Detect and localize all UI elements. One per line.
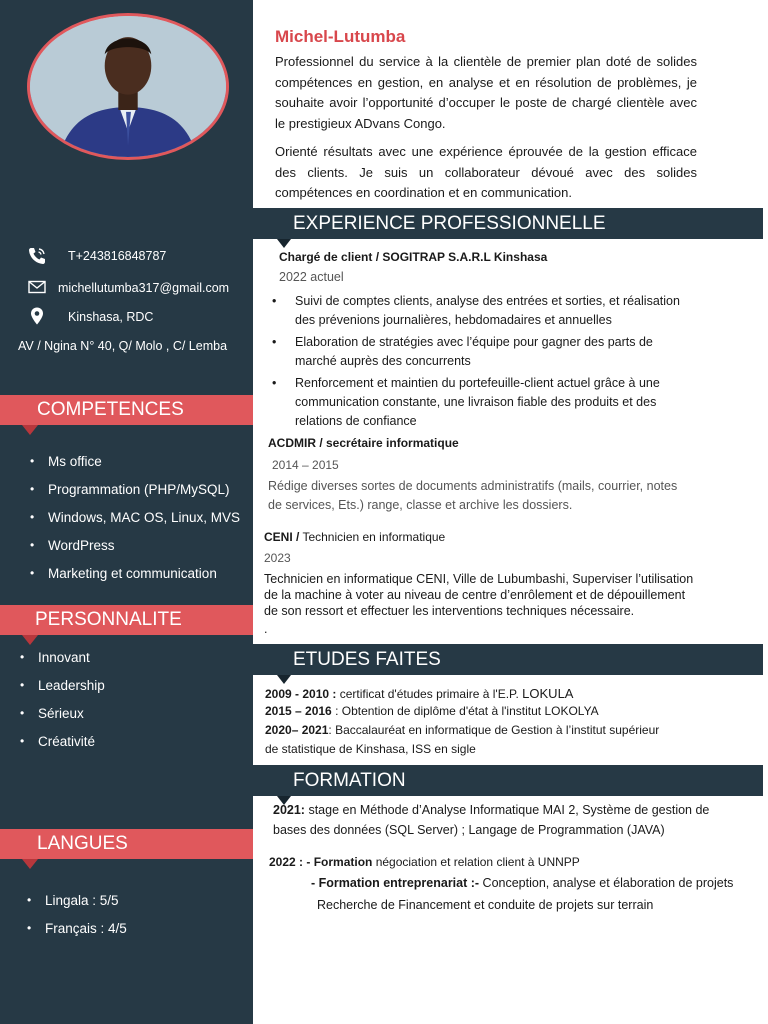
- job-description: de services, Ets.) range, classe et archive les dossiers.: [268, 498, 573, 512]
- email-address[interactable]: michellutumba317@gmail.com: [58, 281, 230, 295]
- profile-photo: [27, 13, 229, 160]
- langues-title: LANGUES: [37, 833, 128, 854]
- formation-item: - Formation entreprenariat :- Conception, analyse et élaboration de projets: [311, 876, 734, 890]
- etudes-title: ETUDES FAITES: [293, 649, 441, 670]
- list-item: • Windows, MAC OS, Linux, MVS: [48, 510, 301, 538]
- list-item: • Innovant: [38, 650, 291, 678]
- etudes-item: 2015 – 2016 : Obtention de diplôme d'état à l'institut LOKOLYA: [265, 704, 599, 718]
- competences-list: [0, 454, 253, 594]
- job-period: 2023: [264, 551, 291, 565]
- location-text: Kinshasa, RDC: [68, 310, 154, 324]
- formation-item: 2022 : - Formation négociation et relation client à UNNPP: [269, 855, 580, 869]
- mail-icon: [27, 277, 47, 297]
- list-item: • Leadership: [38, 678, 291, 706]
- job-description: Rédige diverses sortes de documents administratifs (mails, courrier, notes: [268, 479, 678, 493]
- personnalite-title: PERSONNALITE: [35, 609, 182, 630]
- phone-icon: [27, 246, 47, 266]
- experience-banner: [253, 208, 763, 239]
- job-period: 2014 – 2015: [272, 458, 339, 472]
- competences-banner: [0, 395, 253, 425]
- trailing-dot: .: [264, 622, 268, 636]
- etudes-item-continued: de statistique de Kinshasa, ISS en sigle: [265, 742, 476, 756]
- phone-number[interactable]: T+243816848787: [68, 249, 167, 263]
- address-text: AV / Ngina N° 40, Q/ Molo , C/ Lemba: [18, 339, 228, 353]
- list-item: • Marketing et communication: [48, 566, 301, 594]
- job-title: CENI / Technicien en informatique: [264, 530, 446, 544]
- job-description: de son ressort et effectuer les interventions techniques nécessaire.: [264, 604, 635, 618]
- langues-list: [0, 893, 253, 949]
- langues-banner: [0, 829, 253, 859]
- list-item: • Français : 4/5: [45, 921, 298, 949]
- formation-item: 2021: stage en Méthode d’Analyse Informatique MAI 2, Système de gestion de: [273, 803, 710, 817]
- etudes-item: 2009 - 2010 : certificat d'études primaire à l'E.P. LOKULA: [265, 686, 574, 701]
- summary-paragraph: Orienté résultats avec une expérience éprouvée de la gestion efficace des clients. Je suis un collaborateur dévoué avec des solides compétences en coordination et en communication.: [275, 144, 697, 200]
- sidebar: [0, 0, 253, 1024]
- job-title: Chargé de client / SOGITRAP S.A.R.L Kinshasa: [279, 250, 548, 264]
- candidate-name: Michel-Lutumba: [275, 27, 406, 46]
- job-bullet: • Renforcement et maintien du portefeuille-client actuel grâce à une communication constante, une livraison fiable des produits et des relations de confiance: [274, 374, 694, 431]
- formation-item-continued: bases des données (SQL Server) ; Langage de Programmation (JAVA): [273, 823, 665, 837]
- list-item: • Sérieux: [38, 706, 291, 734]
- list-item: • Lingala : 5/5: [45, 893, 298, 921]
- job-bullet: • Elaboration de stratégies avec l’équipe pour gagner des parts de marché auprès des concurrents: [274, 333, 694, 371]
- list-item: • Ms office: [48, 454, 301, 482]
- job-description: Technicien en informatique CENI, Ville de Lubumbashi, Superviser l’utilisation: [264, 572, 694, 586]
- formation-banner: [253, 765, 763, 796]
- experience-title: EXPERIENCE PROFESSIONNELLE: [293, 213, 606, 234]
- personnalite-list: [0, 650, 253, 762]
- location-pin-icon: [27, 306, 47, 326]
- list-item: • Créativité: [38, 734, 291, 762]
- list-item: • WordPress: [48, 538, 301, 566]
- job-description: de la machine à voter au niveau de centre d’enrôlement et de dépouillement: [264, 588, 686, 602]
- list-item: • Programmation (PHP/MySQL): [48, 482, 301, 510]
- intro-paragraph: Professionnel du service à la clientèle de premier plan doté de solides compétences en gestion, en analyse et en résolution de problèmes, je souhaite avoir l’opportunité d’occuper le poste de chargé clientèle avec le prestigieux ADvans Congo.: [275, 54, 697, 131]
- competences-title: COMPETENCES: [37, 399, 184, 420]
- job-bullet: • Suivi de comptes clients, analyse des entrées et sorties, et réalisation des prévenions journalières, hebdomadaires et annuelles: [274, 292, 694, 330]
- job-period: 2022 actuel: [279, 270, 344, 284]
- formation-title: FORMATION: [293, 770, 406, 791]
- job-title: ACDMIR / secrétaire informatique: [268, 436, 459, 450]
- formation-item-continued: Recherche de Financement et conduite de projets sur terrain: [317, 898, 654, 912]
- etudes-banner: [253, 644, 763, 675]
- etudes-item: 2020– 2021: Baccalauréat en informatique de Gestion à l’institut supérieur: [265, 723, 660, 737]
- personnalite-banner: [0, 605, 253, 635]
